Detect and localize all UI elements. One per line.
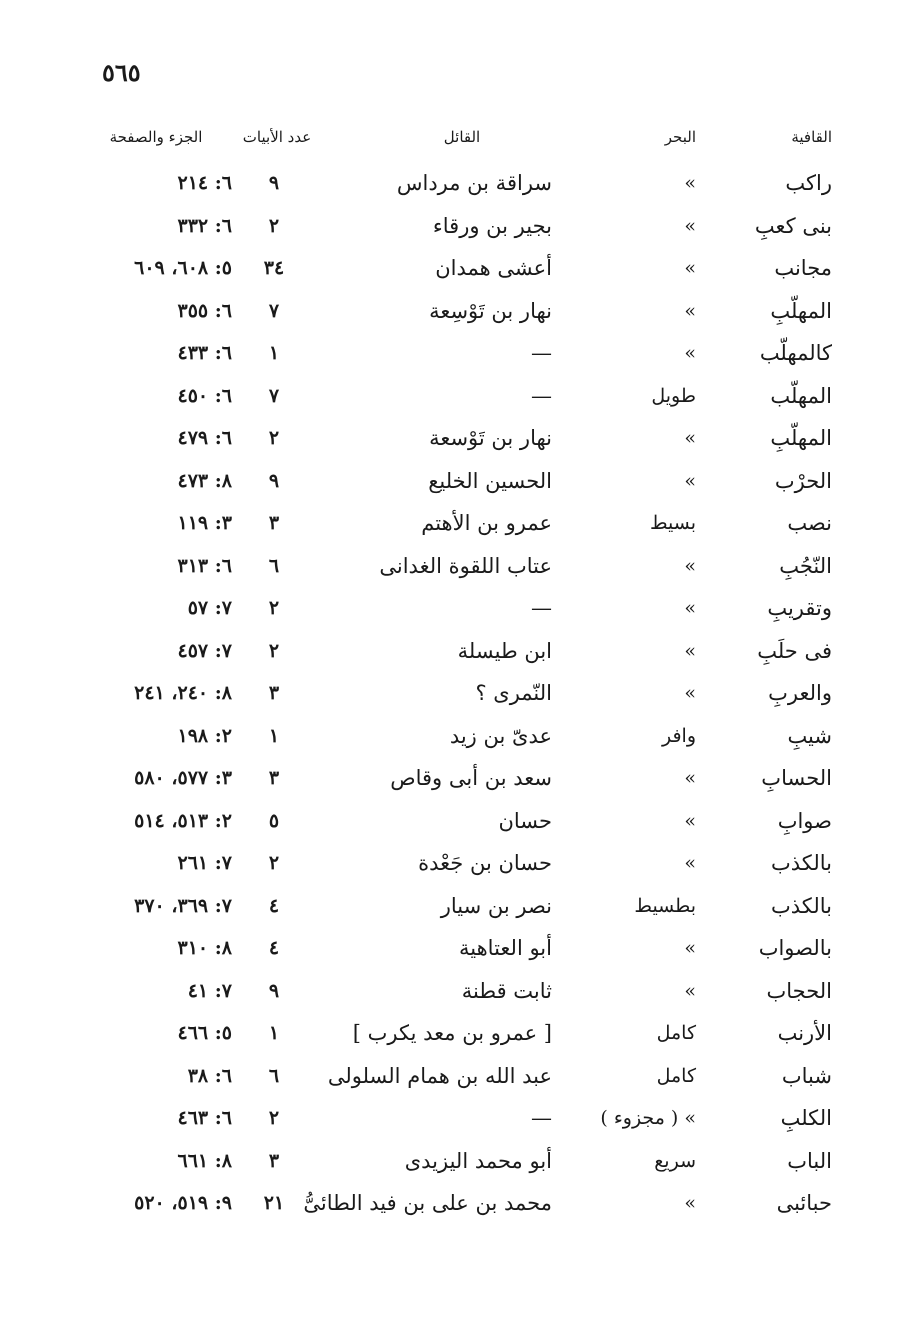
cell-poet: أعشى همدان bbox=[435, 256, 552, 280]
cell-meter: » bbox=[684, 342, 696, 364]
cell-verses: ٩ bbox=[268, 979, 280, 1002]
table-row bbox=[96, 672, 842, 715]
cell-poet: — bbox=[531, 1106, 552, 1130]
cell-verses: ٤ bbox=[268, 937, 280, 959]
table-row bbox=[96, 630, 842, 673]
cell-ref: ٦: ٢١٤ bbox=[177, 172, 232, 194]
cell-rhyme: النّجُبِ bbox=[779, 553, 832, 578]
table-row bbox=[96, 375, 842, 418]
table-row bbox=[96, 545, 842, 588]
cell-poet: أبو محمد اليزيدى bbox=[404, 1148, 552, 1173]
cell-poet: ابن طيسلة bbox=[457, 638, 552, 663]
cell-rhyme: شيبِ bbox=[787, 723, 832, 748]
cell-meter: وافر bbox=[661, 724, 696, 747]
cell-poet: [ عمرو بن معد يكرب ] bbox=[352, 1021, 552, 1045]
cell-meter: » bbox=[684, 299, 696, 322]
cell-rhyme: والعربِ bbox=[768, 681, 832, 705]
cell-verses: ٧ bbox=[268, 384, 280, 407]
table-row bbox=[96, 1140, 842, 1183]
cell-rhyme: شباب bbox=[781, 1063, 832, 1088]
cell-ref: ٧: ٤٥٧ bbox=[177, 639, 232, 662]
cell-meter: » bbox=[684, 937, 696, 959]
header-rhyme: القافية bbox=[791, 128, 832, 146]
cell-ref: ٨: ٢٤٠، ٢٤١ bbox=[134, 682, 232, 704]
cell-rhyme: بالكذب bbox=[770, 851, 832, 875]
table-row bbox=[96, 332, 842, 375]
cell-poet: سراقة بن مرداس bbox=[396, 171, 552, 195]
cell-meter: » bbox=[684, 214, 696, 237]
cell-poet: بجير بن ورقاء bbox=[432, 213, 552, 238]
cell-poet: نصر بن سيار bbox=[440, 893, 552, 918]
cell-meter: » bbox=[684, 172, 696, 194]
cell-rhyme: مجانب bbox=[774, 256, 832, 280]
cell-ref: ٥: ٦٠٨، ٦٠٩ bbox=[134, 257, 232, 279]
table-row bbox=[96, 1182, 842, 1225]
cell-verses: ٢ bbox=[268, 597, 280, 619]
cell-ref: ٦: ٣٥٥ bbox=[177, 299, 232, 322]
cell-meter: » bbox=[684, 257, 696, 279]
cell-meter: كامل bbox=[656, 1022, 696, 1044]
table-row bbox=[96, 970, 842, 1013]
cell-verses: ١ bbox=[268, 342, 280, 364]
cell-ref: ٨: ٦٦١ bbox=[177, 1149, 232, 1172]
cell-poet: النّمرى ؟ bbox=[475, 681, 552, 705]
cell-rhyme: المهلّبِ bbox=[770, 298, 832, 323]
cell-ref: ٩: ٥١٩، ٥٢٠ bbox=[134, 1192, 232, 1214]
table-row bbox=[96, 715, 842, 758]
cell-poet: حسان bbox=[498, 808, 552, 833]
cell-verses: ٢ bbox=[268, 639, 280, 662]
table-row bbox=[96, 1097, 842, 1140]
cell-meter: طويل bbox=[651, 384, 696, 407]
table-row bbox=[96, 247, 842, 290]
cell-rhyme: وتقريبِ bbox=[767, 596, 832, 620]
cell-rhyme: بنى كعبِ bbox=[754, 213, 832, 238]
header-poet: القائل bbox=[443, 128, 481, 146]
page-number: ٥٦٥ bbox=[102, 58, 141, 87]
cell-meter: » bbox=[684, 469, 696, 492]
header-meter: البحر bbox=[664, 128, 696, 146]
cell-verses: ٦ bbox=[268, 554, 280, 577]
cell-verses: ٢ bbox=[268, 1107, 280, 1129]
cell-verses: ٣ bbox=[268, 682, 280, 704]
table-row bbox=[96, 162, 842, 205]
cell-ref: ٢: ٥١٣، ٥١٤ bbox=[134, 809, 232, 832]
cell-meter: » bbox=[684, 597, 696, 619]
cell-ref: ٦: ٣١٣ bbox=[177, 554, 232, 577]
cell-meter: » bbox=[684, 554, 696, 577]
table-row bbox=[96, 842, 842, 885]
cell-ref: ٦: ٤٥٠ bbox=[177, 384, 232, 407]
cell-poet: سعد بن أبى وقاص bbox=[390, 766, 552, 790]
cell-verses: ٢ bbox=[268, 427, 280, 449]
cell-meter: » bbox=[684, 1192, 696, 1214]
cell-rhyme: حبائبى bbox=[776, 1191, 832, 1215]
cell-poet: — bbox=[531, 341, 552, 365]
cell-poet: عتاب اللقوة الغدانى bbox=[379, 553, 552, 578]
cell-meter: سريع bbox=[654, 1149, 696, 1172]
cell-ref: ٦: ٤٣٣ bbox=[177, 342, 232, 364]
cell-poet: عدىّ بن زيد bbox=[449, 723, 552, 748]
cell-verses: ٣٤ bbox=[263, 257, 285, 279]
cell-poet: عبد الله بن همام السلولى bbox=[327, 1063, 552, 1088]
cell-poet: أبو العتاهية bbox=[459, 936, 552, 960]
cell-poet: نهار بن تَوْسِعة bbox=[429, 298, 552, 323]
cell-ref: ٣: ١١٩ bbox=[177, 512, 232, 534]
cell-rhyme: كالمهلّب bbox=[759, 341, 832, 365]
cell-verses: ٧ bbox=[268, 299, 280, 322]
cell-meter: كامل bbox=[656, 1064, 696, 1087]
cell-ref: ٦: ٣٣٢ bbox=[177, 214, 232, 237]
cell-ref: ٧: ٤١ bbox=[187, 979, 232, 1002]
cell-meter: » bbox=[684, 427, 696, 449]
cell-rhyme: المهلّبِ bbox=[770, 426, 832, 450]
cell-meter: » ( مجزوء ) bbox=[600, 1107, 696, 1129]
cell-rhyme: الأرنب bbox=[777, 1021, 832, 1045]
cell-ref: ٦: ٤٧٩ bbox=[177, 427, 232, 449]
table-row bbox=[96, 460, 842, 503]
cell-rhyme: بالصواب bbox=[758, 936, 832, 960]
cell-ref: ٨: ٣١٠ bbox=[177, 937, 232, 959]
cell-poet: — bbox=[531, 596, 552, 620]
cell-verses: ١ bbox=[268, 724, 280, 747]
cell-meter: » bbox=[684, 767, 696, 789]
table-row bbox=[96, 757, 842, 800]
cell-rhyme: نصب bbox=[787, 511, 832, 535]
cell-poet: حسان بن جَعْدة bbox=[418, 851, 552, 875]
cell-rhyme: الباب bbox=[787, 1148, 832, 1173]
cell-rhyme: بالكذب bbox=[770, 893, 832, 918]
cell-ref: ٢: ١٩٨ bbox=[177, 724, 232, 747]
cell-ref: ٨: ٤٧٣ bbox=[177, 469, 232, 492]
cell-verses: ٩ bbox=[268, 469, 280, 492]
cell-verses: ٣ bbox=[268, 767, 280, 789]
cell-verses: ٤ bbox=[268, 894, 280, 917]
cell-ref: ٦: ٣٨ bbox=[187, 1064, 232, 1087]
cell-meter: » bbox=[684, 852, 696, 874]
cell-verses: ٣ bbox=[268, 1149, 280, 1172]
cell-meter: بسيط bbox=[649, 512, 696, 534]
cell-verses: ٢ bbox=[268, 214, 280, 237]
table-row bbox=[96, 587, 842, 630]
cell-meter: بطسيط bbox=[634, 894, 696, 917]
cell-rhyme: الحرْب bbox=[774, 468, 832, 493]
table-row bbox=[96, 290, 842, 333]
table-row bbox=[96, 502, 842, 545]
cell-meter: » bbox=[684, 809, 696, 832]
cell-rhyme: فى حلَبِ bbox=[757, 638, 832, 663]
cell-verses: ١ bbox=[268, 1022, 280, 1044]
table-row bbox=[96, 927, 842, 970]
table-row bbox=[96, 885, 842, 928]
cell-ref: ٧: ٢٦١ bbox=[177, 852, 232, 874]
header-ref: الجزء والصفحة bbox=[109, 128, 203, 146]
cell-ref: ٦: ٤٦٣ bbox=[177, 1107, 232, 1129]
cell-ref: ٧: ٣٦٩، ٣٧٠ bbox=[134, 894, 232, 917]
cell-rhyme: الحجاب bbox=[766, 978, 832, 1003]
table-row bbox=[96, 800, 842, 843]
table-header bbox=[96, 118, 842, 162]
cell-meter: » bbox=[684, 979, 696, 1002]
cell-poet: محمد بن على بن فيد الطائىُّ bbox=[303, 1191, 552, 1215]
table-row bbox=[96, 1012, 842, 1055]
cell-meter: » bbox=[684, 682, 696, 704]
table-body bbox=[96, 162, 842, 1225]
table-row bbox=[96, 417, 842, 460]
cell-poet: نهار بن تَوْسعة bbox=[429, 426, 552, 450]
cell-rhyme: صوابِ bbox=[777, 808, 832, 833]
cell-verses: ٣ bbox=[268, 512, 280, 534]
poetry-index-table bbox=[96, 118, 842, 1225]
cell-verses: ٩ bbox=[268, 172, 280, 194]
cell-rhyme: الحسابِ bbox=[761, 766, 832, 790]
cell-rhyme: راكب bbox=[785, 171, 832, 195]
cell-ref: ٥: ٤٦٦ bbox=[177, 1022, 232, 1044]
cell-poet: عمرو بن الأهتم bbox=[421, 511, 552, 535]
cell-poet: — bbox=[531, 383, 552, 408]
cell-poet: الحسين الخليع bbox=[428, 468, 552, 493]
table-row bbox=[96, 1055, 842, 1098]
cell-ref: ٧: ٥٧ bbox=[187, 597, 232, 619]
cell-verses: ٢ bbox=[268, 852, 280, 874]
cell-meter: » bbox=[684, 639, 696, 662]
cell-ref: ٣: ٥٧٧، ٥٨٠ bbox=[134, 767, 232, 789]
table-row bbox=[96, 205, 842, 248]
cell-verses: ٦ bbox=[268, 1064, 280, 1087]
cell-verses: ٥ bbox=[268, 809, 280, 832]
cell-poet: ثابت قطنة bbox=[461, 978, 552, 1003]
cell-rhyme: الكلبِ bbox=[780, 1106, 832, 1130]
cell-verses: ٢١ bbox=[263, 1192, 285, 1214]
header-verses: عدد الأبيات bbox=[242, 128, 312, 146]
cell-rhyme: المهلّب bbox=[770, 383, 832, 408]
